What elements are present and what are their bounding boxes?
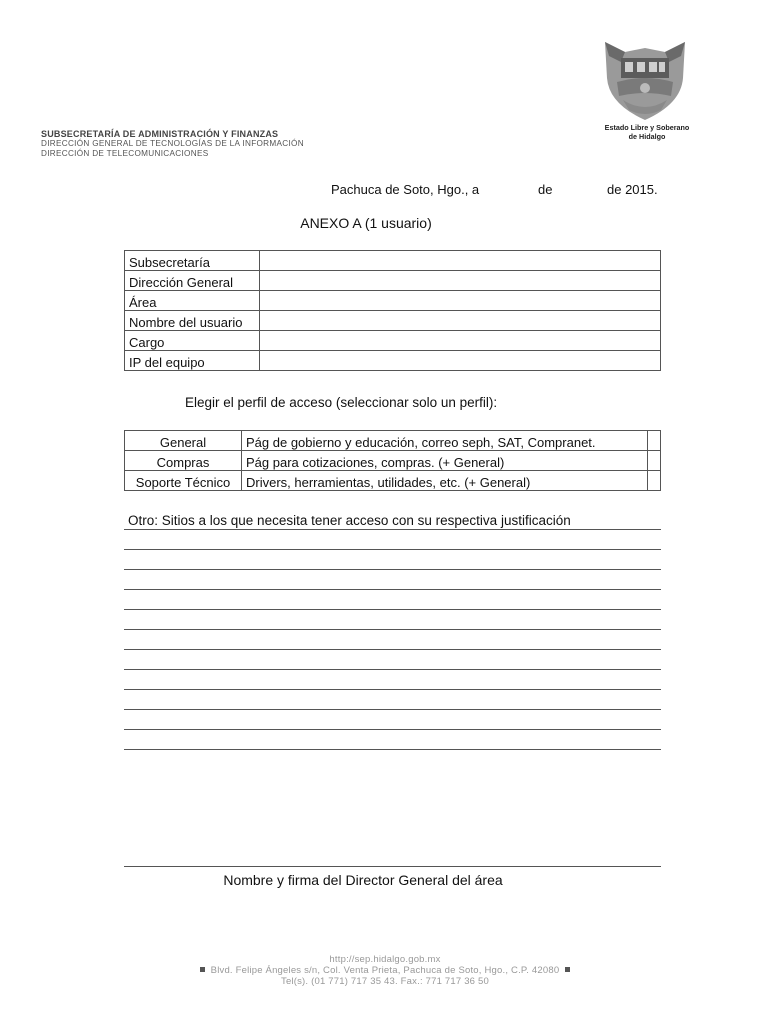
bullet-square-icon [200,967,205,972]
date-year: de 2015. [607,182,658,197]
footer-phones: Tel(s). (01 771) 717 35 43. Fax.: 771 717 36 50 [281,976,489,987]
profile-checkbox-compras[interactable] [648,451,661,471]
table-row [125,451,661,471]
header-subsecretaria: SUBSECRETARÍA DE ADMINISTRACIÓN Y FINANZAS [41,129,279,139]
writing-line[interactable] [124,589,661,590]
field-value-nombre-usuario[interactable] [260,311,661,331]
table-row [125,291,661,311]
seal-caption-line2: de Hidalgo [628,131,666,141]
footer-address: Blvd. Felipe Ángeles s/n, Col. Venta Prieta, Pachuca de Soto, Hgo., C.P. 42080 [210,965,560,976]
profile-description: Pág de gobierno y educación, correo seph, SAT, Compranet. [242,431,648,451]
seal-caption-line1: Estado Libre y Soberano [604,123,690,132]
seal-caption [588,124,706,141]
writing-line[interactable] [124,709,661,710]
date-place: Pachuca de Soto, Hgo., a [331,182,480,197]
profile-checkbox-general[interactable] [648,431,661,451]
profile-checkbox-soporte[interactable] [648,471,661,491]
signature-line[interactable] [124,866,661,867]
field-value-subsecretaria[interactable] [260,251,661,271]
header-direccion: DIRECCIÓN DE TELECOMUNICACIONES [41,149,209,158]
profile-description: Drivers, herramientas, utilidades, etc. (+ General) [242,471,648,491]
field-label: IP del equipo [125,351,260,371]
writing-line[interactable] [124,729,661,730]
writing-line[interactable] [124,629,661,630]
document-title-text: ANEXO A (1 usuario) [300,215,432,231]
table-row [125,271,661,291]
profile-name: Compras [125,451,242,471]
field-value-cargo[interactable] [260,331,661,351]
table-row [125,251,661,271]
writing-line[interactable] [124,549,661,550]
state-seal-logo [603,38,687,122]
writing-line[interactable] [124,569,661,570]
field-label: Subsecretaría [125,251,260,271]
field-label: Área [125,291,260,311]
table-row [125,471,661,491]
field-value-area[interactable] [260,291,661,311]
user-info-table [124,250,661,371]
table-row [125,431,661,451]
field-label: Cargo [125,331,260,351]
profile-name: Soporte Técnico [125,471,242,491]
writing-line[interactable] [124,649,661,650]
profile-description: Pág para cotizaciones, compras. (+ General) [242,451,648,471]
date-de: de [538,182,553,197]
header-direccion-general: DIRECCIÓN GENERAL DE TECNOLOGÍAS DE LA INFORMACIÓN [41,139,304,148]
profile-name: General [125,431,242,451]
writing-line[interactable] [124,749,661,750]
document-title [0,215,770,231]
writing-line[interactable] [124,609,661,610]
table-row [125,311,661,331]
signature-label-text: Nombre y firma del Director General del área [223,872,503,888]
bullet-square-icon [565,967,570,972]
field-label: Nombre del usuario [125,311,260,331]
writing-line[interactable] [124,669,661,670]
table-row [125,331,661,351]
writing-line[interactable] [124,689,661,690]
otro-label: Otro: Sitios a los que necesita tener acceso con su respectiva justificación [124,514,661,530]
table-row [125,351,661,371]
field-value-direccion-general[interactable] [260,271,661,291]
signature-label [0,872,770,888]
field-label: Dirección General [125,271,260,291]
field-value-ip-equipo[interactable] [260,351,661,371]
footer-address-row [0,965,770,976]
footer-url: http://sep.hidalgo.gob.mx [329,954,441,965]
profiles-table [124,430,661,491]
profile-prompt: Elegir el perfil de acceso (seleccionar solo un perfil): [185,395,498,410]
